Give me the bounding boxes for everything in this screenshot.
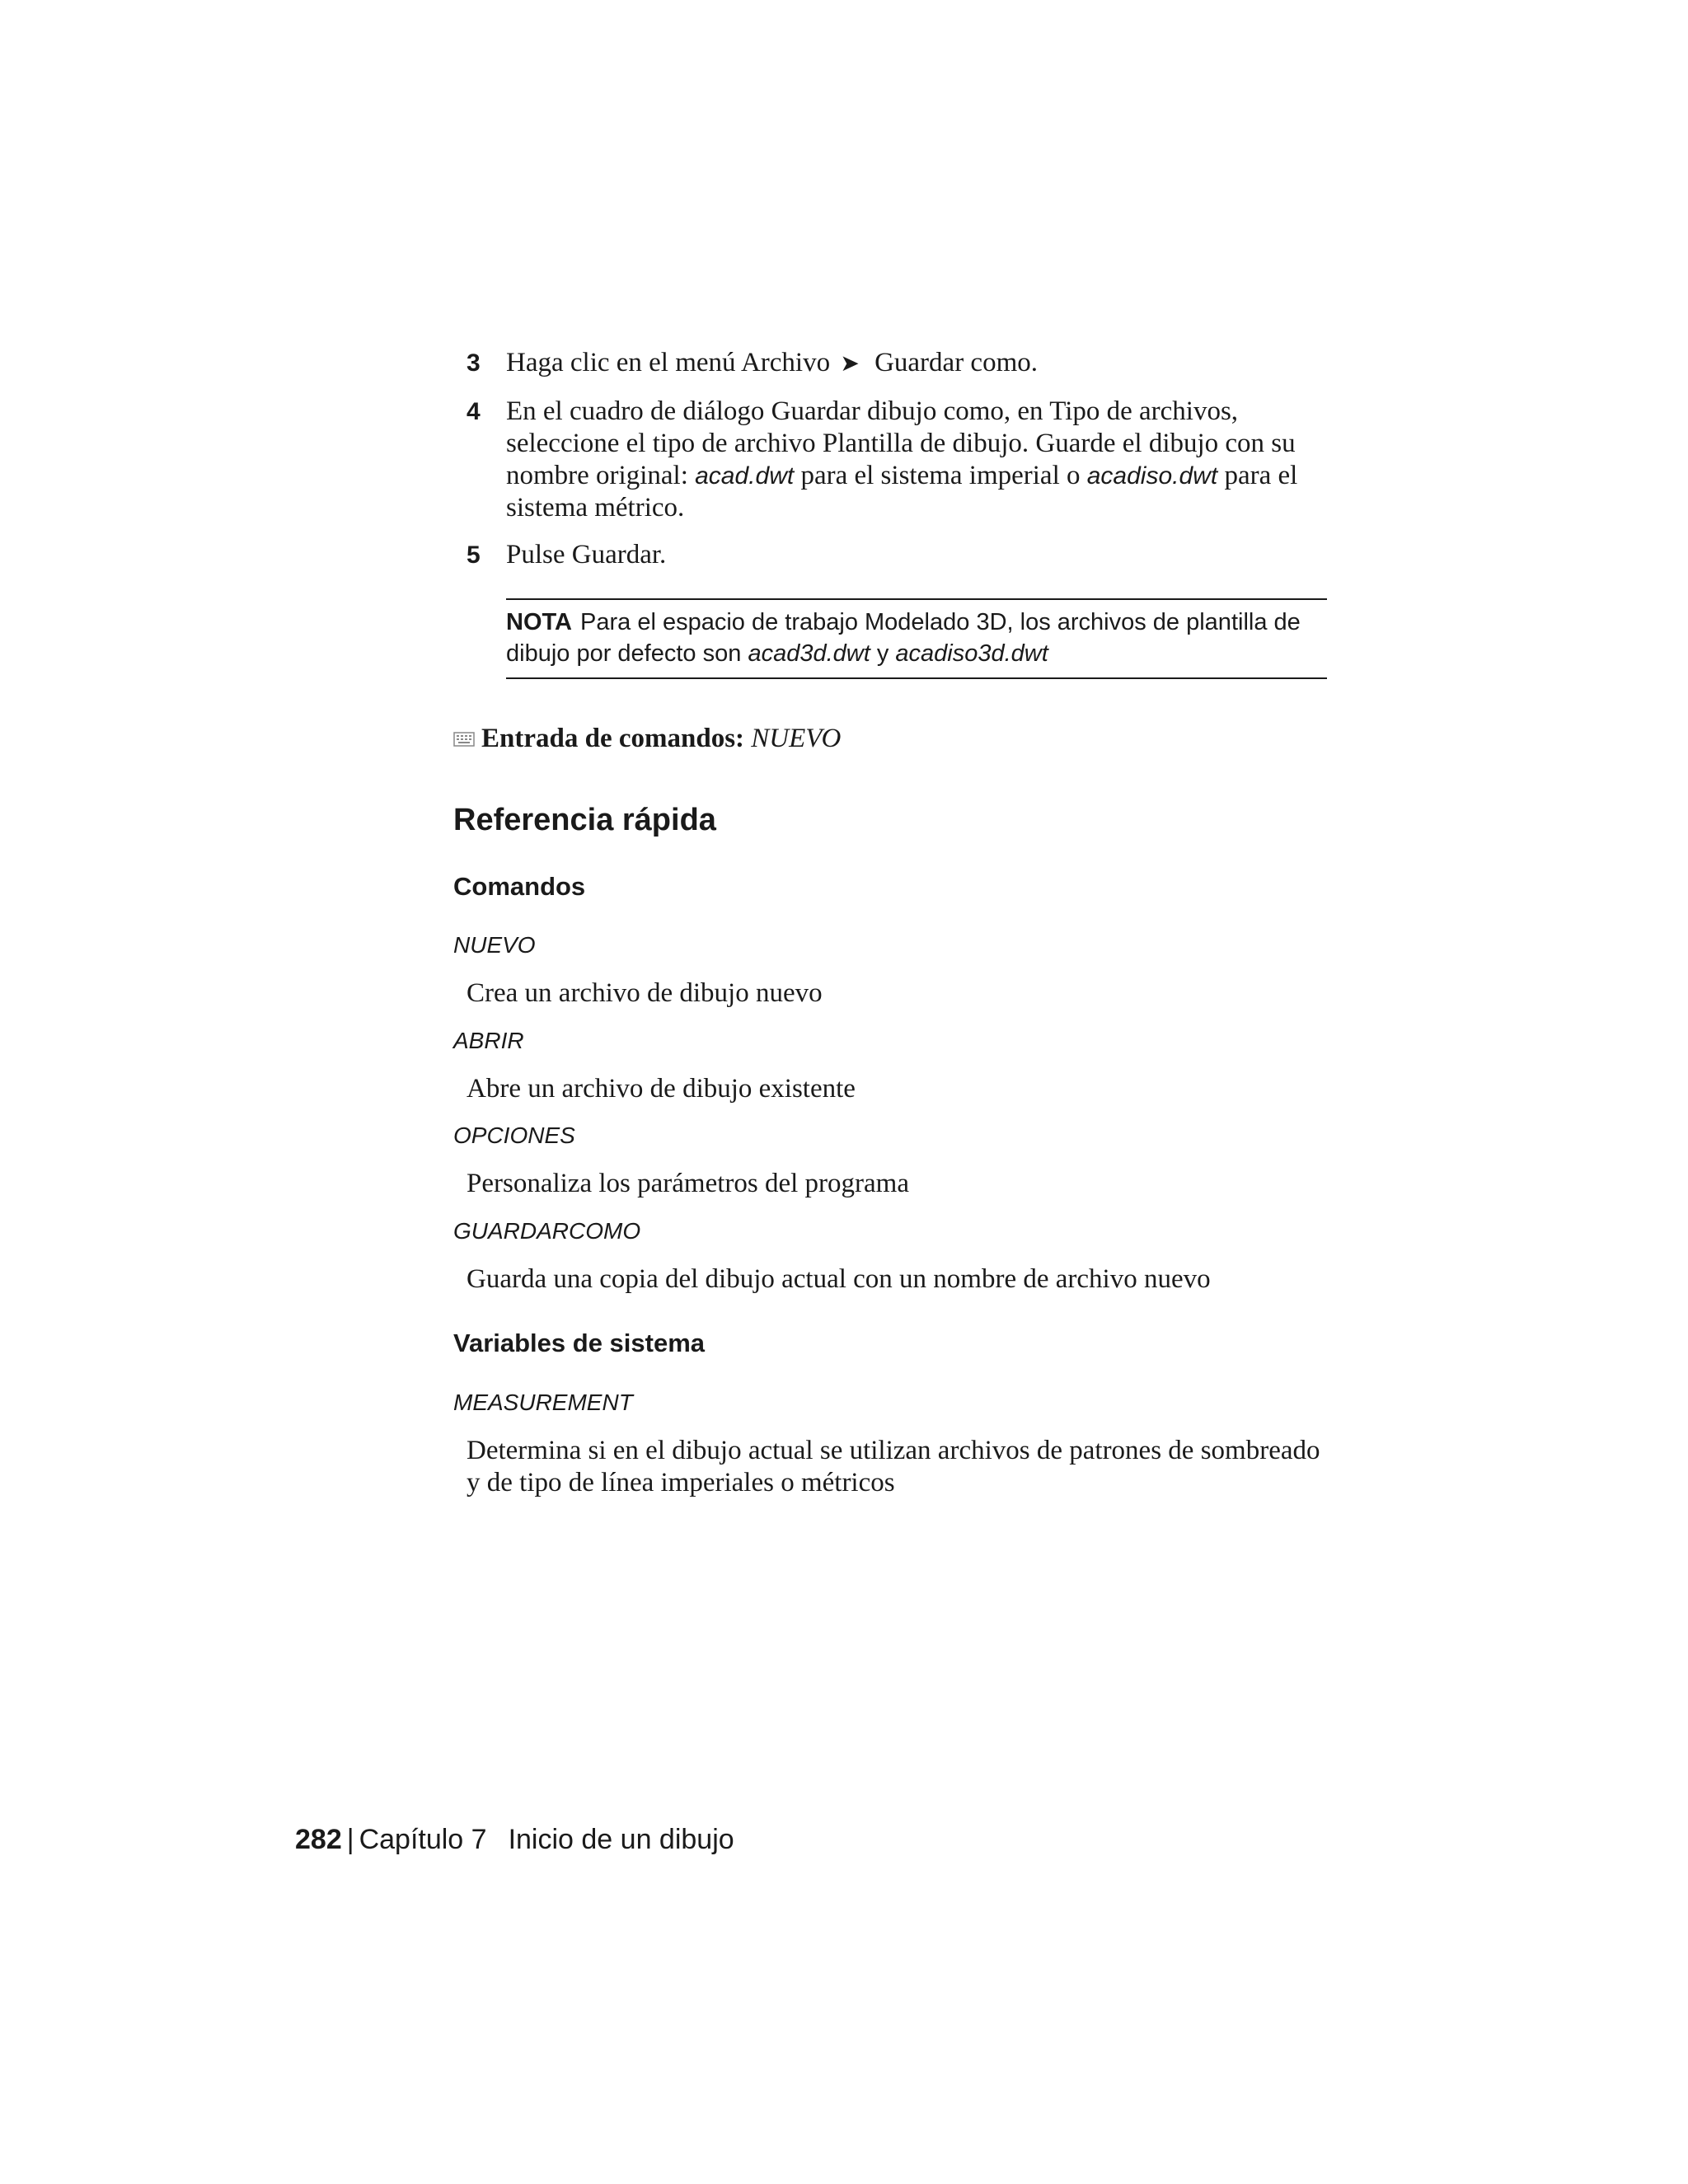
section-title: Referencia rápida (453, 803, 716, 837)
filename: acadiso.dwt (1086, 462, 1218, 490)
command-name: ABRIR (453, 1028, 524, 1053)
chapter-label: Capítulo 7 (359, 1824, 487, 1855)
command-description: Abre un archivo de dibujo existente (467, 1074, 856, 1104)
sysvar-name: MEASUREMENT (453, 1390, 633, 1415)
step-number: 5 (467, 541, 481, 569)
command-description: Crea un archivo de dibujo nuevo (467, 978, 823, 1008)
step-text: Pulse Guardar. (506, 540, 667, 569)
step-number: 4 (467, 398, 481, 425)
command-entry-value: NUEVO (751, 724, 842, 753)
command-entry (453, 724, 841, 756)
command-entry-label: Entrada de comandos: (481, 724, 745, 753)
command-name: OPCIONES (453, 1122, 575, 1148)
note-label: NOTA (506, 609, 573, 635)
command-name: GUARDARCOMO (453, 1218, 641, 1244)
chapter-title: Inicio de un dibujo (508, 1824, 734, 1855)
filename: acad3d.dwt (748, 640, 870, 667)
keyboard-icon (453, 725, 475, 756)
command-description: Guarda una copia del dibujo actual con un nombre de archivo nuevo (467, 1264, 1211, 1294)
page-footer: 282 | Capítulo 7 Inicio de un dibujo (295, 1824, 734, 1855)
sysvars-heading: Variables de sistema (453, 1329, 706, 1357)
note-box: NOTA Para el espacio de trabajo Modelado 3D, los archivos de plantilla de dibujo por defecto son acad3d.dwt y acadiso3d.dwt (506, 598, 1327, 679)
filename: acad.dwt (695, 462, 795, 490)
sysvar-description: Determina si en el dibujo actual se utilizan archivos de patrones de sombreado y de tipo de línea imperiales o métricos (467, 1436, 1320, 1497)
command-name: NUEVO (453, 932, 536, 958)
step-text: Haga clic en el menú Archivo ➤ Guardar como. (506, 348, 1038, 377)
step-number: 3 (467, 349, 481, 377)
commands-heading: Comandos (453, 872, 586, 901)
command-description: Personaliza los parámetros del programa (467, 1169, 909, 1198)
step-text: En el cuadro de diálogo Guardar dibujo como, en Tipo de archivos, seleccione el tipo de archivo Plantilla de dibujo. Guarde el dibujo con su nombre original: acad.dwt para el sistema imperial o acadiso.dwt para el sistema métrico. (506, 396, 1298, 523)
menu-arrow-icon: ➤ (840, 349, 860, 377)
page-number: 282 (295, 1824, 342, 1855)
filename: acadiso3d.dwt (895, 640, 1048, 667)
